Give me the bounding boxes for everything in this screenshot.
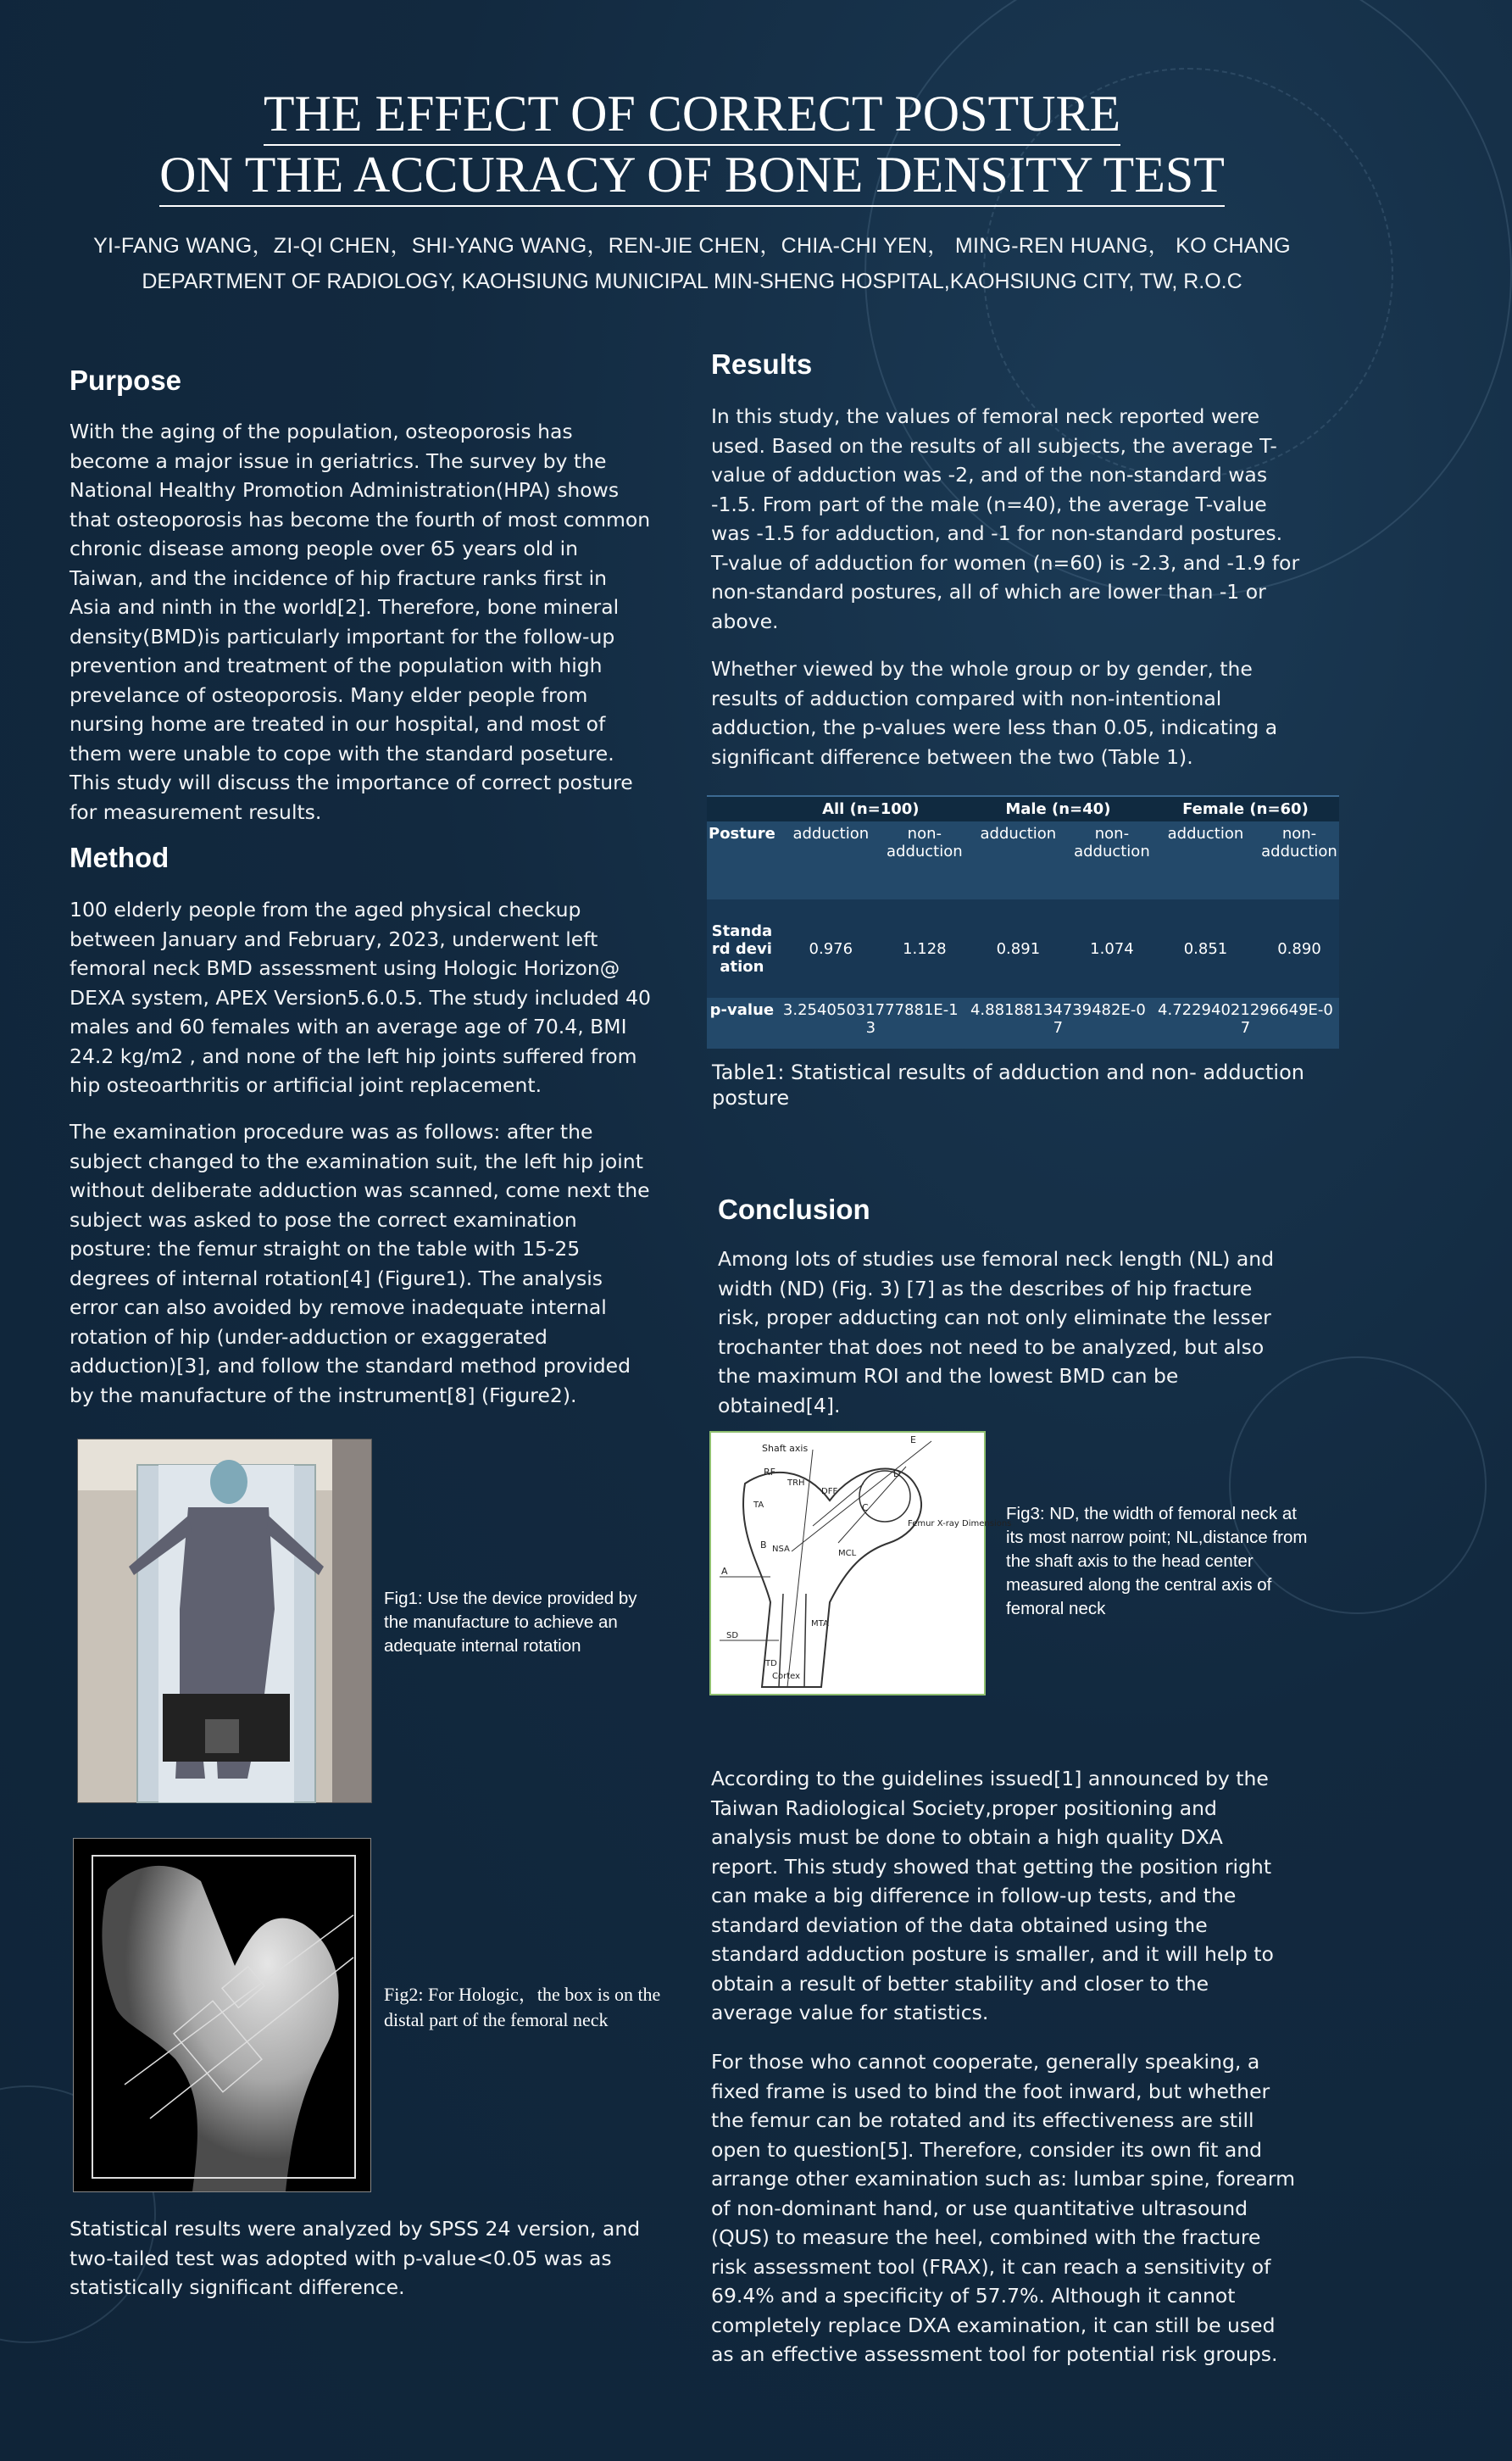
table-subhead: non-adduction (1261, 825, 1337, 860)
fig3-label-xray: Femur X-ray Dimensions (908, 1519, 1012, 1528)
fig3-label-d: D (893, 1468, 901, 1479)
fig3-label-shaft-axis: Shaft axis (762, 1443, 809, 1454)
fig2-caption: Fig2: For Hologic，the box is on the distal part of the femoral neck (384, 1984, 661, 2030)
purpose-text: With the aging of the population, osteoporosis has become a major issue in geriatrics. The survey by the National Healthy Promotion Administration(HPA) shows that osteoporosis has become the fourth of most common chronic disease among people over 65 years old in Taiwan, and the incidence of hip fracture ranks first in Asia and ninth in the world[2]. Therefore, bone mineral density(BMD)is particularly important for the follow-up prevention and treatment of the population with high prevelance of osteoporosis. Many elder people from nursing home are treated in our hospital, and most of them were unable to cope with the standard poseture. This study will discuss the importance of correct posture for measurement results. (69, 420, 651, 824)
results-text-2: Whether viewed by the whole group or by gender, the results of adduction compared with non-intentional adduction, the p-values were less than 0.05, indicating a significant difference between the two (Table 1). (711, 657, 1278, 769)
fig3-caption: Fig3: ND, the width of femoral neck at its most narrow point; NL,distance from the shaft axis to the head center measured along the central axis of femoral neck (1006, 1504, 1308, 1618)
fig3-label-mcl: MCL (838, 1549, 857, 1558)
fig3-label-a: A (721, 1566, 728, 1577)
fig3-label-cortex: Cortex (772, 1672, 801, 1681)
purpose-heading: Purpose (69, 365, 182, 396)
fig2-dxa-scan (73, 1838, 371, 2192)
table-posture-label: Posture (709, 825, 775, 843)
method-heading: Method (69, 842, 170, 873)
fig3-label-trh: TRH (787, 1478, 805, 1488)
fig3-femur-diagram (709, 1431, 1012, 1695)
patient-on-table-illustration (78, 1439, 371, 1802)
table-row (707, 821, 1339, 899)
fig3-label-e: E (910, 1434, 916, 1445)
fig3-label-ta: TA (753, 1501, 764, 1510)
table-cell: 0.891 (996, 939, 1041, 958)
conclusion-heading: Conclusion (718, 1194, 870, 1225)
department: DEPARTMENT OF RADIOLOGY, KAOHSIUNG MUNICIPAL MIN-SHENG HOSPITAL,KAOHSIUNG CITY, TW, R.O.C (142, 270, 1242, 293)
title-line-2: ON THE ACCURACY OF BONE DENSITY TEST (159, 146, 1225, 207)
table-p-label: p-value (709, 1001, 775, 1019)
table-group-male: Male (n=40) (964, 796, 1152, 821)
method-text-3: Statistical results were analyzed by SPSS 24 version, and two-tailed test was adopted with p-value<0.05 was as statistically significant difference. (69, 2217, 641, 2299)
fig3-label-rf: RF (764, 1467, 775, 1478)
fig3-label-nsa: NSA (772, 1545, 790, 1554)
fig3-label-td: TD (765, 1659, 777, 1668)
conclusion-text-2: According to the guidelines issued[1] announced by the Taiwan Radiological Society,proper positioning and analysis must be done to obtain a high quality DXA report. This study showed that getting the position right can make a big difference in follow-up tests, and the standard deviation of the data obtained using the standard adduction posture is smaller, and it will help to obtain a result of better stability and closer to the average value for statistics. (711, 1767, 1274, 2024)
fig3-label-c: C (862, 1502, 869, 1513)
table-subhead: non-adduction (887, 825, 963, 860)
table-row (707, 998, 1339, 1049)
table-group-female: Female (n=60) (1152, 796, 1339, 821)
conclusion-text-3: For those who cannot cooperate, generally speaking, a fixed frame is used to bind the foot inward, but whether the femur can be rotated and its effectiveness are still open to question[5]. Therefore, consider its own fit and arrange other examination such as: lumbar spine, forearm of non-dominant hand, or use quantitative ultrasound (QUS) to measure the heel, combined with the fracture risk assessment tool (FRAX), it can reach a sensitivity of 69.4% and a specificity of 57.7%. Although it cannot completely replace DXA examination, it can still be used as an effective assessment tool for potential risk groups. (711, 2050, 1296, 2366)
table-cell: 1.074 (1090, 939, 1134, 958)
table-cell: 1.128 (903, 939, 947, 958)
table-sd-label: Standard deviation (711, 921, 773, 976)
fig3-label-dff: DFF (821, 1487, 838, 1496)
table-subhead: adduction (980, 825, 1057, 843)
table-subhead: non-adduction (1074, 825, 1150, 860)
results-heading: Results (711, 348, 813, 380)
table-row (707, 899, 1339, 998)
results-table (707, 795, 1339, 1049)
poster-title (0, 85, 1384, 207)
table-corner (707, 796, 777, 821)
fig3-label-b: B (760, 1540, 767, 1551)
table-cell: 0.890 (1277, 939, 1321, 958)
fig3-label-mta: MTA (811, 1619, 829, 1629)
femur-dimensions-drawing (711, 1433, 1012, 1694)
table-cell: 0.851 (1183, 939, 1228, 958)
conclusion-text-1: Among lots of studies use femoral neck length (NL) and width (ND) (Fig. 3) [7] as the describes of hip fracture risk, proper adducting can not only eliminate the lesser trochanter that does not need to be analyzed, but also the maximum ROI and the lowest BMD can be obtained[4]. (718, 1247, 1275, 1417)
title-line-1: THE EFFECT OF CORRECT POSTURE (264, 85, 1120, 146)
table-cell: 0.976 (809, 939, 853, 958)
table-subhead: adduction (792, 825, 870, 843)
femur-dxa-image (74, 1839, 370, 2191)
authors: YI-FANG WANG，ZI-QI CHEN，SHI-YANG WANG，REN-JIE CHEN，CHIA-CHI YEN， MING-REN HUANG， KO CHANG (93, 234, 1291, 258)
table-caption: Table1: Statistical results of adduction and non- adduction posture (712, 1061, 1304, 1110)
table-subhead: adduction (1167, 825, 1244, 843)
fig1-patient-photo (77, 1439, 372, 1803)
fig1-caption: Fig1: Use the device provided by the manufacture to achieve an adequate internal rotation (384, 1589, 637, 1656)
table-cell: 4.88188134739482E-07 (970, 1001, 1146, 1037)
method-text-2: The examination procedure was as follows: after the subject changed to the examination suit, the left hip joint without deliberate adduction was scanned, come next the subject was asked to pose the correct examination posture: the femur straight on the table with 15-25 degrees of internal rotation[4] (Figure1). The analysis error can also avoided by remove inadequate internal rotation of hip (under-adduction or exaggerated adduction)[3], and follow the standard method provided by the manufacture of the instrument[8] (Figure2). (69, 1120, 650, 1407)
table-cell: 3.25405031777881E-13 (782, 1001, 959, 1037)
table-cell: 4.72294021296649E-07 (1158, 1001, 1333, 1037)
fig3-label-sd: SD (726, 1631, 739, 1640)
method-text-1: 100 elderly people from the aged physical checkup between January and February, 2023, underwent left femoral neck BMD assessment using Hologic Horizon@ DEXA system, APEX Version5.6.0.5. The study included 40 males and 60 females with an average age of 70.4, BMI 24.2 kg/m2 , and none of the left hip joints suffered from hip osteoarthritis or artificial joint replacement. (69, 898, 651, 1097)
table-group-all: All (n=100) (777, 796, 964, 821)
results-text-1: In this study, the values of femoral neck reported were used. Based on the results of all subjects, the average T-value of adduction was -2, and of the non-standard was -1.5. From part of the male (n=40), the average T-value was -1.5 for adduction, and -1 for non-standard postures. T-value of adduction for women (n=60) is -2.3, and -1.9 for non-standard postures, all of which are lower than -1 or above. (711, 404, 1300, 633)
